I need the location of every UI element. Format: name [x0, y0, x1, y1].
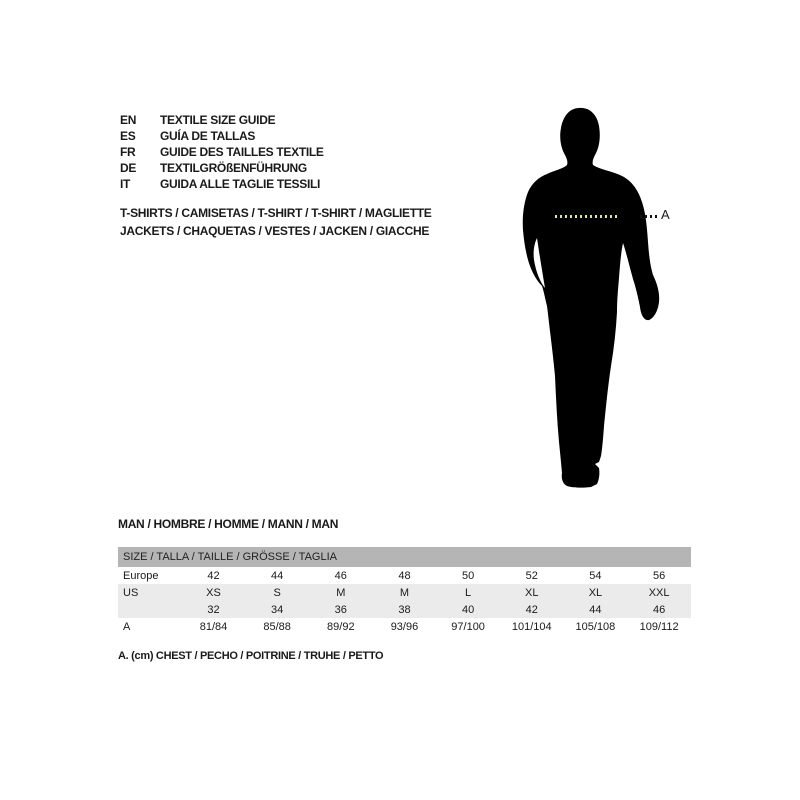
cell: 44	[271, 569, 284, 582]
cell: 52	[525, 569, 538, 582]
size-table-header: SIZE / TALLA / TAILLE / GRÖSSE / TAGLIA	[118, 547, 691, 567]
cell: 38	[373, 601, 437, 618]
size-table-title: MAN / HOMBRE / HOMME / MANN / MAN	[118, 517, 339, 531]
guide-title-es: GUÍA DE TALLAS	[160, 129, 256, 143]
language-row-it	[120, 176, 324, 192]
category-line-jackets: JACKETS / CHAQUETAS / VESTES / JACKEN / GIACCHE	[120, 224, 430, 238]
man-silhouette	[495, 100, 685, 500]
language-code: DE	[120, 161, 137, 175]
guide-title-fr: GUIDE DES TAILLES TEXTILE	[160, 145, 324, 159]
man-silhouette-figure	[495, 100, 685, 500]
language-guide-list	[120, 112, 324, 192]
measure-point-label: A	[661, 207, 670, 222]
table-row-europe	[118, 567, 691, 584]
cell: 85/88	[263, 620, 291, 633]
cell: M	[373, 584, 437, 601]
cell: 109/112	[639, 620, 679, 633]
language-code: IT	[120, 177, 131, 191]
cell: 89/92	[327, 620, 355, 633]
guide-title-it: GUIDA ALLE TAGLIE TESSILI	[160, 177, 321, 191]
cell: L	[436, 584, 500, 601]
cell: 46	[334, 569, 347, 582]
cell: 81/84	[199, 620, 228, 633]
row-label: Europe	[123, 569, 159, 582]
category-block	[120, 204, 432, 240]
cell: 101/104	[511, 620, 552, 633]
language-row-en	[120, 112, 324, 128]
language-row-es	[120, 128, 324, 144]
chest-measure-extension	[640, 215, 657, 218]
size-table-header-row	[118, 547, 691, 567]
cell: XL	[564, 584, 628, 601]
cell: 40	[436, 601, 500, 618]
cell: 54	[589, 569, 602, 582]
table-row-us	[118, 584, 691, 601]
cell: 44	[564, 601, 628, 618]
size-table	[118, 547, 691, 635]
guide-title-en: TEXTILE SIZE GUIDE	[160, 113, 276, 127]
row-label: A	[123, 620, 131, 633]
cell: S	[245, 584, 309, 601]
cell: 46	[627, 601, 691, 618]
cell: 48	[398, 569, 411, 582]
cell: XL	[500, 584, 564, 601]
cell: 50	[461, 569, 475, 582]
language-row-fr	[120, 144, 324, 160]
table-row-chest-cm	[118, 618, 691, 635]
language-code: EN	[120, 113, 137, 127]
language-row-de	[120, 160, 324, 176]
category-line-tshirts: T-SHIRTS / CAMISETAS / T-SHIRT / T-SHIRT / MAGLIETTE	[120, 206, 432, 220]
row-label: US	[118, 584, 182, 601]
cell: 36	[309, 601, 373, 618]
cell: 105/108	[575, 620, 616, 633]
cell: 93/96	[390, 620, 419, 633]
chest-measure-line	[555, 215, 618, 218]
guide-title-de: TEXTILGRÖßENFÜHRUNG	[160, 161, 307, 175]
cell: 42	[207, 569, 220, 582]
measurement-footnote: A. (cm) CHEST / PECHO / POITRINE / TRUHE / PETTO	[118, 650, 384, 662]
cell: 34	[245, 601, 309, 618]
cell: M	[309, 584, 373, 601]
cell: XXL	[627, 584, 691, 601]
language-code: FR	[120, 145, 136, 159]
cell: 56	[653, 569, 666, 582]
table-row-numeric	[118, 601, 691, 618]
cell: 97/100	[451, 620, 485, 633]
row-label	[118, 601, 182, 618]
language-code: ES	[120, 129, 136, 143]
cell: 32	[182, 601, 246, 618]
cell: XS	[182, 584, 246, 601]
cell: 42	[500, 601, 564, 618]
